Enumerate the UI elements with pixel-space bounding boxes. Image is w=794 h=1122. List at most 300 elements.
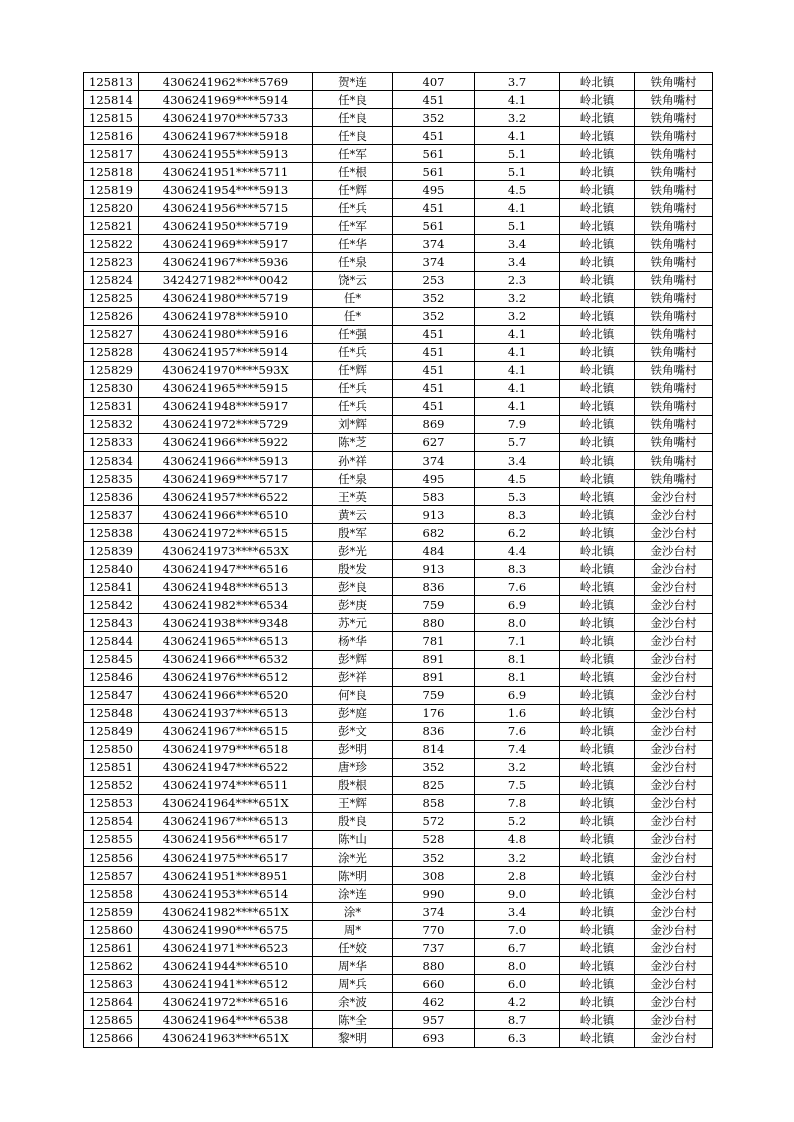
id-number-cell: 4306241978****5910 [139,307,313,325]
name-cell: 任*兵 [313,397,393,415]
id-number-cell: 4306241947****6522 [139,758,313,776]
amount-cell: 836 [393,578,475,596]
table-row [84,451,713,469]
table-row [84,199,713,217]
village-cell: 铁角嘴村 [635,415,713,433]
id-number-cell: 4306241969****5717 [139,470,313,488]
town-cell: 岭北镇 [560,325,635,343]
record-id-cell: 125816 [84,127,139,145]
village-cell: 金沙台村 [635,830,713,848]
table-row [84,433,713,451]
record-id-cell: 125858 [84,885,139,903]
record-id-cell: 125830 [84,379,139,397]
record-id-cell: 125836 [84,488,139,506]
id-number-cell: 4306241973****653X [139,542,313,560]
amount-cell: 836 [393,722,475,740]
village-cell: 铁角嘴村 [635,271,713,289]
village-cell: 铁角嘴村 [635,127,713,145]
village-cell: 金沙台村 [635,812,713,830]
table-row [84,1029,713,1047]
area-cell: 4.1 [475,91,560,109]
id-number-cell: 4306241964****651X [139,794,313,812]
village-cell: 金沙台村 [635,542,713,560]
village-cell: 铁角嘴村 [635,433,713,451]
area-cell: 6.9 [475,686,560,704]
amount-cell: 451 [393,127,475,145]
town-cell: 岭北镇 [560,181,635,199]
record-id-cell: 125838 [84,524,139,542]
record-id-cell: 125839 [84,542,139,560]
village-cell: 金沙台村 [635,758,713,776]
table-row [84,506,713,524]
record-id-cell: 125827 [84,325,139,343]
village-cell: 铁角嘴村 [635,361,713,379]
id-number-cell: 4306241972****5729 [139,415,313,433]
name-cell: 任*根 [313,163,393,181]
area-cell: 4.4 [475,542,560,560]
table-row [84,939,713,957]
table-row [84,307,713,325]
area-cell: 3.2 [475,849,560,867]
area-cell: 4.1 [475,397,560,415]
area-cell: 9.0 [475,885,560,903]
area-cell: 2.8 [475,867,560,885]
area-cell: 4.1 [475,199,560,217]
data-table [83,72,713,1048]
record-id-cell: 125843 [84,614,139,632]
area-cell: 6.9 [475,596,560,614]
area-cell: 8.3 [475,506,560,524]
town-cell: 岭北镇 [560,235,635,253]
amount-cell: 759 [393,686,475,704]
id-number-cell: 4306241956****6517 [139,830,313,848]
id-number-cell: 4306241967****5918 [139,127,313,145]
id-number-cell: 4306241967****5936 [139,253,313,271]
record-id-cell: 125828 [84,343,139,361]
record-id-cell: 125818 [84,163,139,181]
village-cell: 金沙台村 [635,668,713,686]
id-number-cell: 4306241965****6513 [139,632,313,650]
table-row [84,1011,713,1029]
village-cell: 铁角嘴村 [635,470,713,488]
name-cell: 彭*光 [313,542,393,560]
id-number-cell: 4306241969****5917 [139,235,313,253]
id-number-cell: 4306241974****6511 [139,776,313,794]
id-number-cell: 4306241941****6512 [139,975,313,993]
record-id-cell: 125829 [84,361,139,379]
table-row [84,794,713,812]
name-cell: 任*辉 [313,361,393,379]
id-number-cell: 4306241948****6513 [139,578,313,596]
village-cell: 铁角嘴村 [635,145,713,163]
record-id-cell: 125859 [84,903,139,921]
table-row [84,145,713,163]
table-row [84,614,713,632]
town-cell: 岭北镇 [560,632,635,650]
amount-cell: 913 [393,506,475,524]
table-row [84,596,713,614]
town-cell: 岭北镇 [560,343,635,361]
name-cell: 任*军 [313,217,393,235]
name-cell: 刘*辉 [313,415,393,433]
name-cell: 任*军 [313,145,393,163]
area-cell: 5.1 [475,163,560,181]
town-cell: 岭北镇 [560,506,635,524]
name-cell: 任*兵 [313,379,393,397]
record-id-cell: 125833 [84,433,139,451]
amount-cell: 495 [393,470,475,488]
name-cell: 任*辉 [313,181,393,199]
amount-cell: 891 [393,650,475,668]
town-cell: 岭北镇 [560,867,635,885]
id-number-cell: 4306241976****6512 [139,668,313,686]
name-cell: 彭*辉 [313,650,393,668]
id-number-cell: 4306241938****9348 [139,614,313,632]
table-row [84,343,713,361]
town-cell: 岭北镇 [560,993,635,1011]
amount-cell: 561 [393,145,475,163]
id-number-cell: 4306241963****651X [139,1029,313,1047]
name-cell: 任*华 [313,235,393,253]
amount-cell: 572 [393,812,475,830]
town-cell: 岭北镇 [560,921,635,939]
area-cell: 4.1 [475,127,560,145]
record-id-cell: 125835 [84,470,139,488]
amount-cell: 660 [393,975,475,993]
record-id-cell: 125819 [84,181,139,199]
id-number-cell: 4306241982****6534 [139,596,313,614]
area-cell: 8.1 [475,668,560,686]
amount-cell: 451 [393,343,475,361]
table-row [84,397,713,415]
amount-cell: 869 [393,415,475,433]
town-cell: 岭北镇 [560,1011,635,1029]
table-row [84,849,713,867]
area-cell: 4.1 [475,325,560,343]
record-id-cell: 125851 [84,758,139,776]
id-number-cell: 4306241972****6515 [139,524,313,542]
table-row [84,867,713,885]
town-cell: 岭北镇 [560,488,635,506]
record-id-cell: 125813 [84,73,139,91]
amount-cell: 484 [393,542,475,560]
village-cell: 金沙台村 [635,1011,713,1029]
record-id-cell: 125831 [84,397,139,415]
amount-cell: 880 [393,614,475,632]
record-id-cell: 125856 [84,849,139,867]
amount-cell: 561 [393,163,475,181]
record-id-cell: 125826 [84,307,139,325]
area-cell: 3.2 [475,758,560,776]
table-row [84,470,713,488]
amount-cell: 495 [393,181,475,199]
name-cell: 任*强 [313,325,393,343]
village-cell: 金沙台村 [635,794,713,812]
town-cell: 岭北镇 [560,542,635,560]
town-cell: 岭北镇 [560,163,635,181]
area-cell: 8.3 [475,560,560,578]
id-number-cell: 4306241937****6513 [139,704,313,722]
name-cell: 任*良 [313,109,393,127]
id-number-cell: 3424271982****0042 [139,271,313,289]
village-cell: 金沙台村 [635,776,713,794]
id-number-cell: 4306241970****593X [139,361,313,379]
table-row [84,253,713,271]
id-number-cell: 4306241951****8951 [139,867,313,885]
town-cell: 岭北镇 [560,578,635,596]
area-cell: 4.5 [475,470,560,488]
amount-cell: 352 [393,307,475,325]
record-id-cell: 125824 [84,271,139,289]
village-cell: 铁角嘴村 [635,73,713,91]
name-cell: 殷*发 [313,560,393,578]
village-cell: 金沙台村 [635,560,713,578]
id-number-cell: 4306241956****5715 [139,199,313,217]
area-cell: 3.4 [475,903,560,921]
table-row [84,325,713,343]
id-number-cell: 4306241965****5915 [139,379,313,397]
id-number-cell: 4306241990****6575 [139,921,313,939]
amount-cell: 451 [393,397,475,415]
record-id-cell: 125823 [84,253,139,271]
area-cell: 7.1 [475,632,560,650]
area-cell: 4.1 [475,343,560,361]
amount-cell: 825 [393,776,475,794]
area-cell: 6.7 [475,939,560,957]
table-row [84,217,713,235]
id-number-cell: 4306241947****6516 [139,560,313,578]
amount-cell: 737 [393,939,475,957]
record-id-cell: 125825 [84,289,139,307]
record-id-cell: 125846 [84,668,139,686]
id-number-cell: 4306241970****5733 [139,109,313,127]
name-cell: 任*良 [313,91,393,109]
amount-cell: 528 [393,830,475,848]
name-cell: 王*辉 [313,794,393,812]
amount-cell: 176 [393,704,475,722]
name-cell: 涂*光 [313,849,393,867]
table-row [84,903,713,921]
name-cell: 殷*根 [313,776,393,794]
id-number-cell: 4306241955****5913 [139,145,313,163]
id-number-cell: 4306241953****6514 [139,885,313,903]
amount-cell: 561 [393,217,475,235]
area-cell: 8.0 [475,614,560,632]
area-cell: 3.4 [475,235,560,253]
table-row [84,830,713,848]
name-cell: 陈*明 [313,867,393,885]
record-id-cell: 125861 [84,939,139,957]
id-number-cell: 4306241972****6516 [139,993,313,1011]
id-number-cell: 4306241957****5914 [139,343,313,361]
area-cell: 3.2 [475,109,560,127]
village-cell: 铁角嘴村 [635,289,713,307]
town-cell: 岭北镇 [560,91,635,109]
amount-cell: 451 [393,361,475,379]
table-row [84,163,713,181]
name-cell: 任* [313,307,393,325]
record-id-cell: 125848 [84,704,139,722]
record-id-cell: 125849 [84,722,139,740]
record-id-cell: 125832 [84,415,139,433]
name-cell: 彭*明 [313,740,393,758]
table-row [84,127,713,145]
town-cell: 岭北镇 [560,903,635,921]
town-cell: 岭北镇 [560,470,635,488]
table-row [84,668,713,686]
village-cell: 铁角嘴村 [635,253,713,271]
area-cell: 4.1 [475,379,560,397]
area-cell: 4.5 [475,181,560,199]
name-cell: 黄*云 [313,506,393,524]
area-cell: 3.7 [475,73,560,91]
amount-cell: 352 [393,758,475,776]
area-cell: 7.6 [475,578,560,596]
amount-cell: 352 [393,849,475,867]
id-number-cell: 4306241948****5917 [139,397,313,415]
amount-cell: 374 [393,903,475,921]
id-number-cell: 4306241962****5769 [139,73,313,91]
amount-cell: 374 [393,235,475,253]
town-cell: 岭北镇 [560,686,635,704]
town-cell: 岭北镇 [560,957,635,975]
name-cell: 周*兵 [313,975,393,993]
amount-cell: 451 [393,325,475,343]
area-cell: 7.9 [475,415,560,433]
table-row [84,722,713,740]
town-cell: 岭北镇 [560,145,635,163]
id-number-cell: 4306241967****6515 [139,722,313,740]
village-cell: 铁角嘴村 [635,199,713,217]
town-cell: 岭北镇 [560,379,635,397]
village-cell: 金沙台村 [635,1029,713,1047]
table-row [84,632,713,650]
record-id-cell: 125820 [84,199,139,217]
area-cell: 2.3 [475,271,560,289]
area-cell: 5.1 [475,217,560,235]
id-number-cell: 4306241967****6513 [139,812,313,830]
record-id-cell: 125837 [84,506,139,524]
amount-cell: 374 [393,253,475,271]
amount-cell: 891 [393,668,475,686]
amount-cell: 627 [393,433,475,451]
record-id-cell: 125850 [84,740,139,758]
village-cell: 铁角嘴村 [635,343,713,361]
record-id-cell: 125855 [84,830,139,848]
id-number-cell: 4306241980****5916 [139,325,313,343]
amount-cell: 880 [393,957,475,975]
name-cell: 孙*祥 [313,451,393,469]
id-number-cell: 4306241982****651X [139,903,313,921]
town-cell: 岭北镇 [560,758,635,776]
amount-cell: 759 [393,596,475,614]
name-cell: 任*泉 [313,253,393,271]
table-row [84,921,713,939]
table-row [84,361,713,379]
name-cell: 彭*文 [313,722,393,740]
name-cell: 王*英 [313,488,393,506]
village-cell: 金沙台村 [635,939,713,957]
amount-cell: 407 [393,73,475,91]
town-cell: 岭北镇 [560,199,635,217]
record-id-cell: 125852 [84,776,139,794]
town-cell: 岭北镇 [560,415,635,433]
town-cell: 岭北镇 [560,307,635,325]
town-cell: 岭北镇 [560,109,635,127]
record-id-cell: 125844 [84,632,139,650]
table-row [84,109,713,127]
area-cell: 7.8 [475,794,560,812]
amount-cell: 451 [393,199,475,217]
amount-cell: 781 [393,632,475,650]
name-cell: 彭*良 [313,578,393,596]
record-id-cell: 125814 [84,91,139,109]
table-row [84,975,713,993]
record-id-cell: 125860 [84,921,139,939]
village-cell: 金沙台村 [635,885,713,903]
id-number-cell: 4306241966****5922 [139,433,313,451]
town-cell: 岭北镇 [560,596,635,614]
name-cell: 何*良 [313,686,393,704]
id-number-cell: 4306241969****5914 [139,91,313,109]
village-cell: 金沙台村 [635,867,713,885]
town-cell: 岭北镇 [560,73,635,91]
amount-cell: 913 [393,560,475,578]
record-id-cell: 125853 [84,794,139,812]
table-row [84,415,713,433]
area-cell: 5.7 [475,433,560,451]
table-row [84,542,713,560]
village-cell: 铁角嘴村 [635,163,713,181]
name-cell: 陈*芝 [313,433,393,451]
town-cell: 岭北镇 [560,794,635,812]
town-cell: 岭北镇 [560,1029,635,1047]
name-cell: 余*波 [313,993,393,1011]
town-cell: 岭北镇 [560,776,635,794]
table-row [84,524,713,542]
table-row [84,488,713,506]
area-cell: 7.5 [475,776,560,794]
id-number-cell: 4306241980****5719 [139,289,313,307]
table-row [84,73,713,91]
record-id-cell: 125845 [84,650,139,668]
town-cell: 岭北镇 [560,560,635,578]
village-cell: 金沙台村 [635,524,713,542]
town-cell: 岭北镇 [560,885,635,903]
village-cell: 金沙台村 [635,957,713,975]
id-number-cell: 4306241975****6517 [139,849,313,867]
name-cell: 彭*庚 [313,596,393,614]
town-cell: 岭北镇 [560,939,635,957]
name-cell: 任*姣 [313,939,393,957]
record-id-cell: 125847 [84,686,139,704]
record-id-cell: 125857 [84,867,139,885]
amount-cell: 352 [393,289,475,307]
area-cell: 5.3 [475,488,560,506]
id-number-cell: 4306241966****5913 [139,451,313,469]
village-cell: 金沙台村 [635,488,713,506]
name-cell: 杨*华 [313,632,393,650]
village-cell: 金沙台村 [635,993,713,1011]
area-cell: 5.2 [475,812,560,830]
village-cell: 金沙台村 [635,596,713,614]
id-number-cell: 4306241964****6538 [139,1011,313,1029]
amount-cell: 957 [393,1011,475,1029]
amount-cell: 583 [393,488,475,506]
table-body [84,73,713,1048]
town-cell: 岭北镇 [560,524,635,542]
area-cell: 3.2 [475,307,560,325]
